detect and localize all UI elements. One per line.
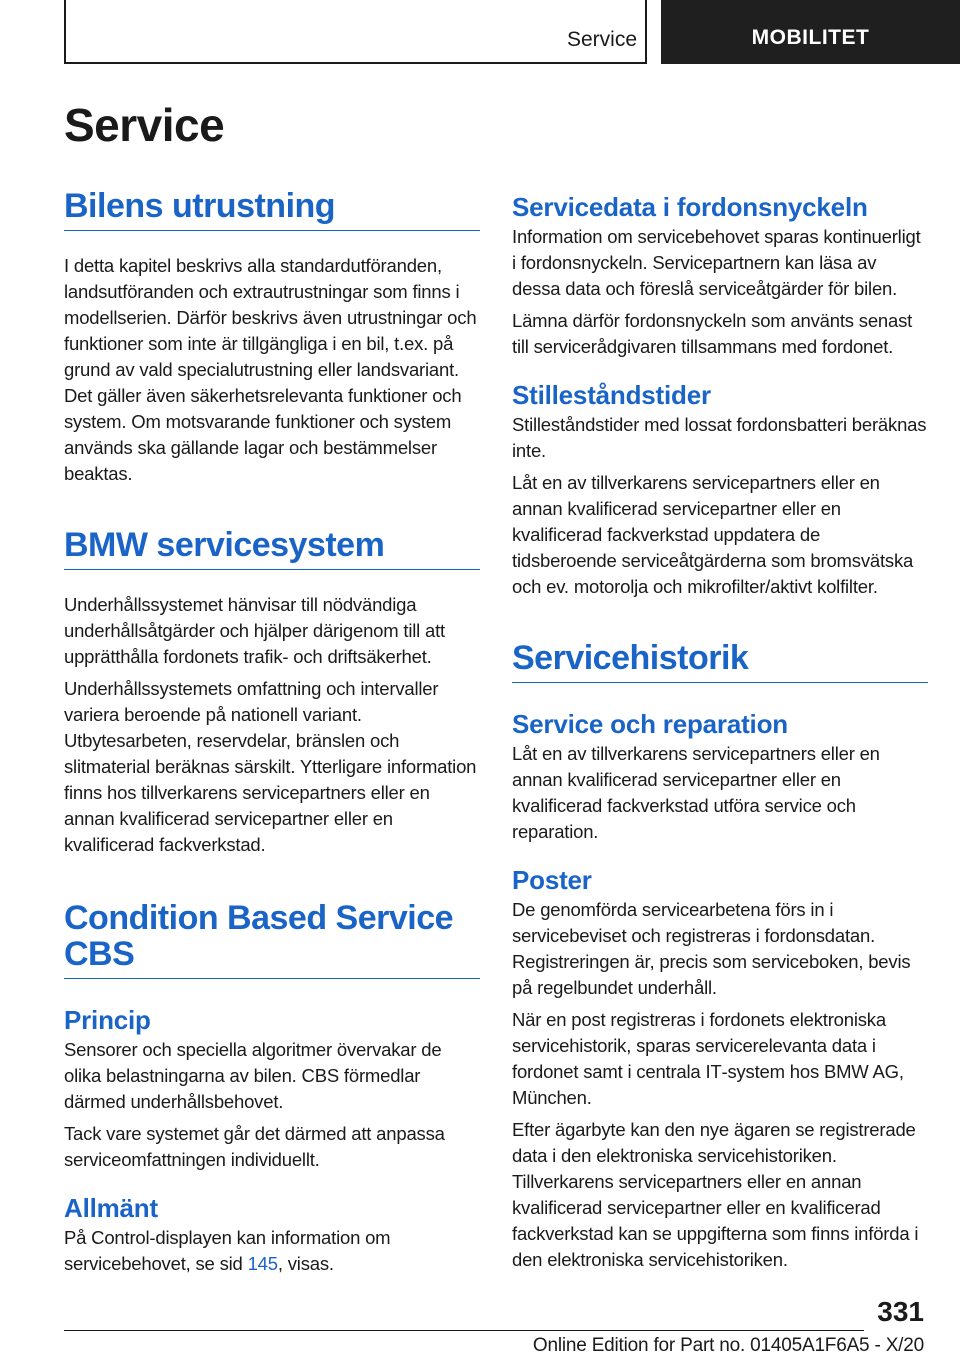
- heading-poster: Poster: [512, 865, 592, 895]
- paragraph-still-1: Stilleståndstider med lossat fordonsbatteri beräknas inte.: [512, 414, 927, 461]
- header-chapter-tab[interactable]: MOBILITET: [661, 0, 960, 64]
- footer-divider: [64, 1330, 864, 1331]
- paragraph-still-2: Låt en av tillverkarens servicepartners eller en annan kvalificerad servicepartner eller en kvalificerad fackverkstad uppdatera de tidsberoende serviceåtgärderna som bromsvätska och ev. motorolja och mikrofilter/aktivt kolfilter.: [512, 472, 914, 597]
- paragraph-reparation: Låt en av tillverkarens servicepartners eller en annan kvalificerad servicepartner eller en kvalificerad fackverkstad utföra service och reparation.: [512, 743, 880, 842]
- paragraph-poster-3: Efter ägarbyte kan den nye ägaren se registrerade data i den elektroniska servicehistoriken. Tillverkarens servicepartners eller en annan kvalificerad servicepartner eller en kvalificerad fackverkstad kan se uppgifterna som finns införda i den elektroniska servicehistoriken.: [512, 1119, 919, 1270]
- header-section-box: [64, 0, 647, 64]
- heading-cbs: Condition Based Service CBS: [64, 900, 480, 979]
- page-title: Service: [64, 99, 225, 151]
- paragraph-servicedata-2: Lämna därför fordonsnyckeln som använts senast till servicerådgivaren tillsammans med fordonet.: [512, 310, 913, 357]
- allmant-text-start: På Control-displayen kan information om servicebehovet, se sid: [64, 1227, 391, 1274]
- paragraph-bmw-2: Underhållssystemets omfattning och intervaller variera beroende på nationell variant. Utbytesarbeten, reservdelar, bränslen och slitmaterial beräknas särskilt. Ytterligare information finns hos tillverkarens servicepartners eller en annan kvalificerad servicepartner eller en kvalificerad fackverkstad.: [64, 678, 477, 855]
- heading-service-och-reparation: Service och reparation: [512, 709, 788, 739]
- paragraph-poster-2: När en post registreras i fordonets elektroniska servicehistorik, sparas servicerelevanta data i fordonet samt i centrala IT‑system hos BMW AG, München.: [512, 1009, 904, 1108]
- paragraph-bilens-utrustning: I detta kapitel beskrivs alla standardutföranden, landsutföranden och extrautrustningar som finns i modellserien. Därför beskrivs även utrustningar och funktioner som inte är tillgängliga i en bil, t.ex. på grund av vald specialutrustning eller landsvariant. Det gäller även säkerhetsrelevanta funktioner och system. Om motsvarande funktioner och system används ska gällande lagar och bestämmelser beaktas.: [64, 255, 477, 484]
- paragraph-poster-1: De genomförda servicearbetena förs in i servicebeviset och registreras i fordonsdatan. Registreringen är, precis som serviceboken, bevis på regelbundet underhåll.: [512, 899, 911, 998]
- heading-servicedata: Servicedata i fordonsnyckeln: [512, 192, 868, 222]
- left-column: [64, 188, 480, 1277]
- right-column: [512, 188, 928, 1273]
- paragraph-princip-1: Sensorer och speciella algoritmer övervakar de olika belastningarna av bilen. CBS förmedlar därmed underhållsbehovet.: [64, 1039, 442, 1112]
- paragraph-princip-2: Tack vare systemet går det därmed att anpassa serviceomfattningen individuellt.: [64, 1123, 445, 1170]
- heading-servicehistorik: Servicehistorik: [512, 640, 928, 683]
- allmant-text-end: , visas.: [277, 1253, 334, 1274]
- header-section-title: Service: [566, 28, 637, 51]
- footer-edition-text: Online Edition for Part no. 01405A1F6A5 - X/20: [532, 1335, 924, 1356]
- heading-allmant: Allmänt: [64, 1193, 158, 1223]
- heading-bmw-servicesystem: BMW servicesystem: [64, 527, 480, 570]
- heading-stillestandstider: Stilleståndstider: [512, 380, 711, 410]
- page-number: 331: [877, 1296, 924, 1327]
- heading-bilens-utrustning: Bilens utrustning: [64, 188, 480, 231]
- heading-princip: Princip: [64, 1005, 151, 1035]
- page-link-145[interactable]: 145: [247, 1253, 278, 1274]
- paragraph-allmant: [64, 1225, 480, 1277]
- paragraph-servicedata-1: Information om servicebehovet sparas kontinuerligt i fordonsnyckeln. Servicepartnern kan läsa av dessa data och föreslå serviceåtgärder för bilen.: [512, 226, 921, 299]
- paragraph-bmw-1: Underhållssystemet hänvisar till nödvändiga underhållsåtgärder och hjälper därigenom till att upprätthålla fordonets trafik- och driftsäkerhet.: [64, 594, 445, 667]
